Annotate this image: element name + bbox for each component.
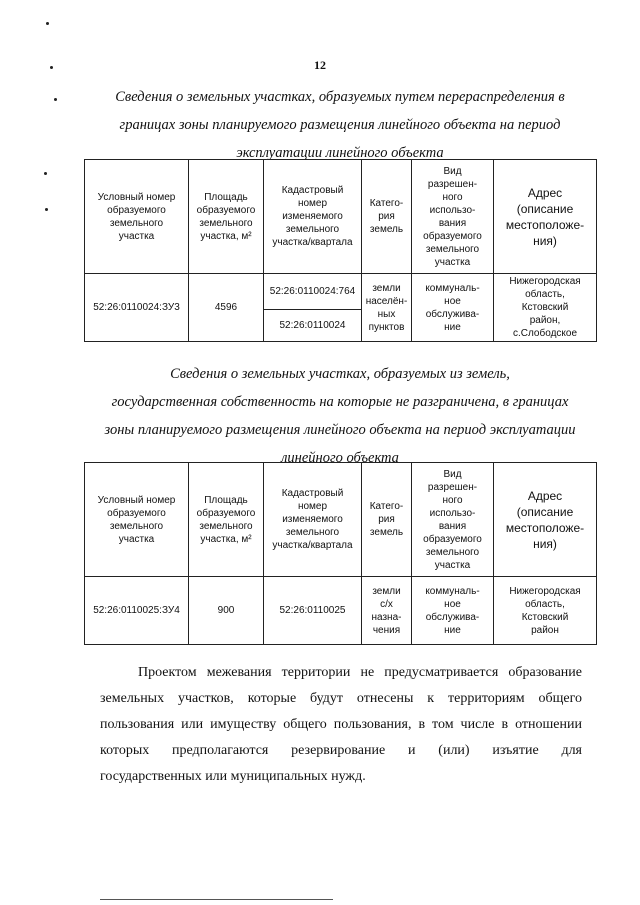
header-area: Площадь образуемого земельного участка, м² — [189, 160, 264, 274]
plot-area: 4596 — [189, 274, 264, 342]
scan-speck — [45, 208, 48, 211]
header-plot-number: Условный номер образуемого земельного участка — [85, 160, 189, 274]
scan-speck — [44, 172, 47, 175]
heading-line: Сведения о земельных участках, образуемых из земель, — [170, 366, 510, 382]
header-permitted-use: Вид разрешен- ного использо- вания образуемого земельного участка — [412, 463, 494, 577]
header-row — [85, 160, 597, 274]
heading-line: Сведения о земельных участках, образуемых путем перераспределения в — [115, 89, 565, 105]
paragraph-line: пользования или имуществу общего пользования, в том числе в отношении — [100, 717, 582, 732]
land-category: земли населён- ных пунктов — [362, 274, 412, 342]
plot-area: 900 — [189, 577, 264, 645]
body-paragraph — [100, 660, 582, 790]
paragraph-line: земельных участков, которые будут отнесены к территориям общего — [100, 691, 582, 706]
heading-line: линейного объекта — [281, 450, 399, 466]
section2-heading — [90, 360, 590, 472]
cadastral-number: 52:26:0110024 — [264, 310, 362, 342]
plot-number: 52:26:0110025:ЗУ4 — [85, 577, 189, 645]
heading-line: государственная собственность на которые не разграничена, в границах — [111, 394, 569, 410]
table-row — [85, 577, 597, 645]
header-permitted-use: Вид разрешен- ного использо- вания образуемого земельного участка — [412, 160, 494, 274]
header-address: Адрес (описание местоположе- ния) — [494, 160, 597, 274]
header-category: Катего- рия земель — [362, 160, 412, 274]
scan-speck — [54, 98, 57, 101]
heading-line: эксплуатации линейного объекта — [236, 145, 444, 161]
header-address: Адрес (описание местоположе- ния) — [494, 463, 597, 577]
cadastral-number: 52:26:0110024:764 — [264, 274, 362, 310]
plot-number: 52:26:0110024:ЗУ3 — [85, 274, 189, 342]
cadastral-number: 52:26:0110025 — [264, 577, 362, 645]
header-cadastral: Кадастровый номер изменяемого земельного участка/квартала — [264, 160, 362, 274]
header-plot-number: Условный номер образуемого земельного участка — [85, 463, 189, 577]
paragraph-line: Проектом межевания территории не предусматривается образование — [138, 665, 582, 680]
heading-line: зоны планируемого размещения линейного объекта на период эксплуатации — [104, 422, 576, 438]
section1-heading — [95, 83, 585, 167]
permitted-use: коммуналь- ное обслужива- ние — [412, 274, 494, 342]
header-row — [85, 463, 597, 577]
footnote-divider — [100, 899, 333, 900]
paragraph-line: государственных или муниципальных нужд. — [100, 769, 366, 784]
header-area: Площадь образуемого земельного участка, м² — [189, 463, 264, 577]
section2-table — [84, 462, 597, 645]
scan-speck — [46, 22, 49, 25]
land-category: земли с/х назна- чения — [362, 577, 412, 645]
section1-table — [84, 159, 597, 342]
page-number: 12 — [314, 58, 326, 72]
header-cadastral: Кадастровый номер изменяемого земельного участка/квартала — [264, 463, 362, 577]
header-category: Катего- рия земель — [362, 463, 412, 577]
heading-line: границах зоны планируемого размещения линейного объекта на период — [119, 117, 561, 133]
address: Нижегородская область, Кстовский район — [494, 577, 597, 645]
table-row — [85, 274, 597, 310]
permitted-use: коммуналь- ное обслужива- ние — [412, 577, 494, 645]
paragraph-line: которых предполагаются резервирование и (или) изъятие для — [100, 743, 582, 758]
address: Нижегородская область, Кстовский район, с.Слободское — [494, 274, 597, 342]
